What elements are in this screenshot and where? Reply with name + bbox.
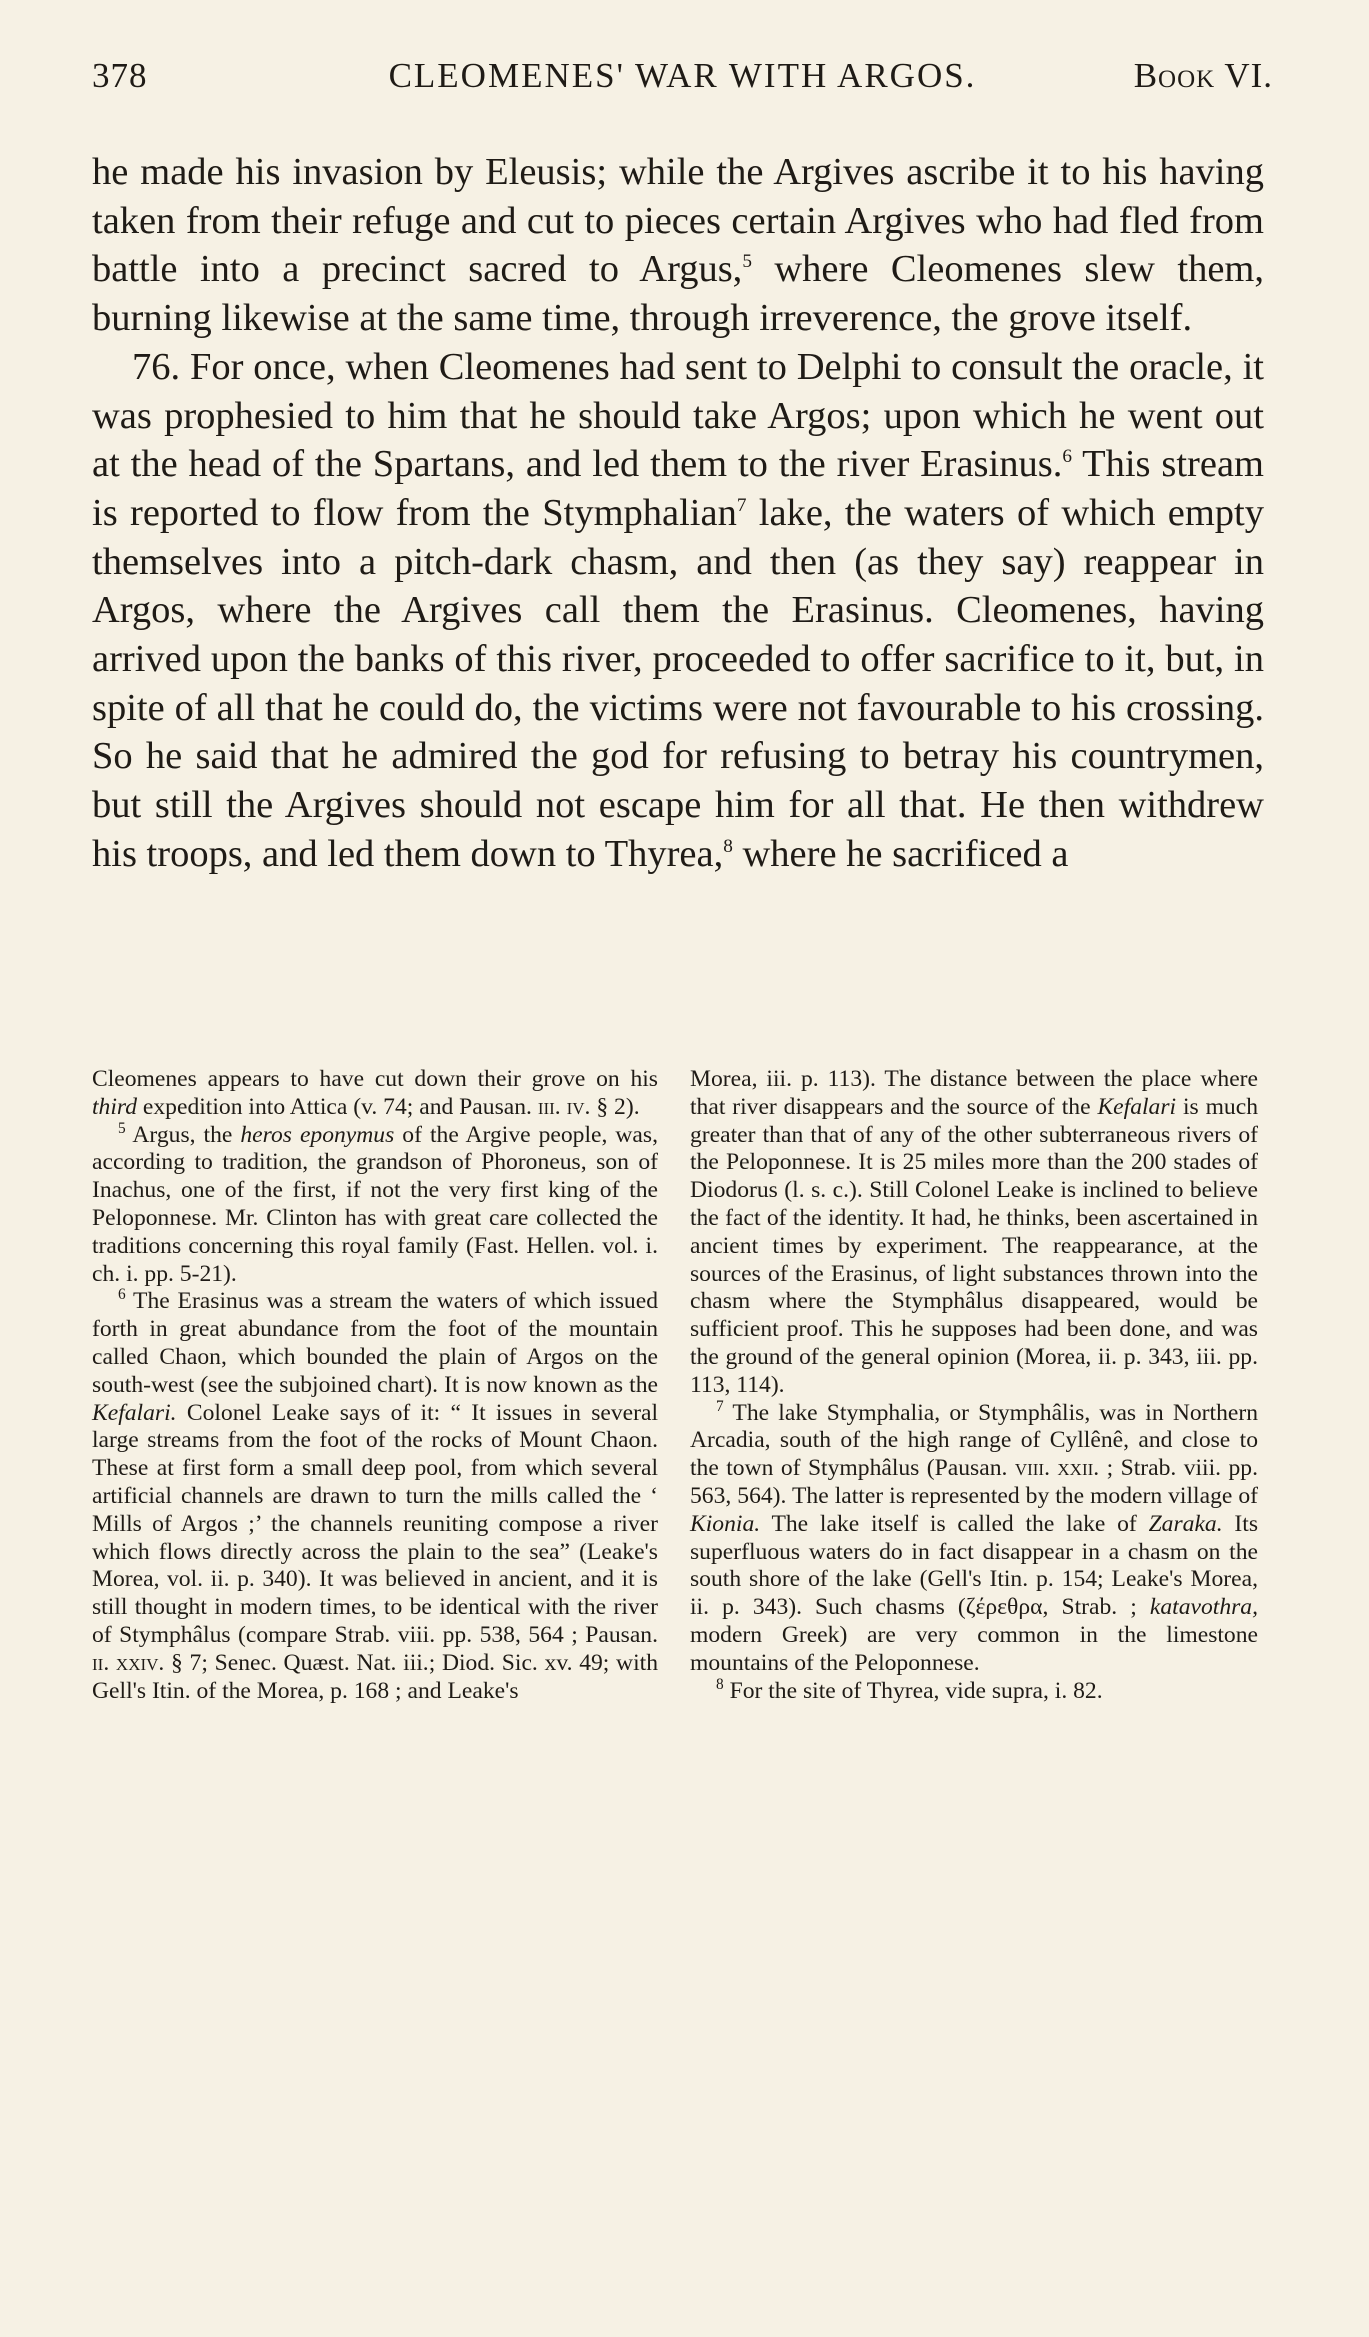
text-run: Cleomenes appears to have cut down their grove on his — [92, 1066, 658, 1092]
text-run: The lake Stymphalia, or Stymphâlis, was in Northern Arcadia, south of the high range of Cyllênê, and close to the town of Stymphâlus (Pausan. — [690, 1399, 1258, 1482]
book-label: Book VI. — [1133, 56, 1273, 95]
text-run: Its superfluous waters do in fact disappear in a chasm on the south shore of the lake (Gell's Itin. p. 154; Leake's Morea, ii. p. 343). Such chasms (ζέρεθρα, Strab. ; — [690, 1510, 1258, 1621]
text-run: The Erasinus was a stream the waters of which issued forth in great abundance from the foot of the mountain called Chaon, which bounded the plain of Argos on the south-west (see the subjoined chart). It is now known as the — [92, 1288, 658, 1398]
text-run: ; Strab. viii. pp. 563, 564). The latter is represented by the modern village of — [690, 1455, 1258, 1509]
footnote-8 — [690, 1675, 1258, 1706]
footnote-7 — [690, 1397, 1258, 1678]
footnotes-left-column — [92, 1066, 658, 1705]
footnote-6 — [92, 1288, 658, 1705]
footnote-number: 8 — [716, 1675, 724, 1693]
main-text — [92, 148, 1264, 879]
text-run: This stream is reported to flow from the Stymphalian — [92, 443, 1264, 534]
footnote-number: 5 — [118, 1119, 126, 1137]
footnotes-right-column — [690, 1066, 1258, 1705]
italic-run: Kefalari. — [92, 1399, 177, 1426]
running-title: CLEOMENES' WAR WITH ARGOS. — [388, 56, 977, 95]
text-run: of the Argive people, was, according to tradition, the grandson of Phoroneus, son of Inachus, one of the first, if not the very first king of the Peloponnese. Mr. Clinton has with great care collected the traditions concerning this royal family (Fast. Hellen. vol. i. ch. i. pp. 5-21). — [92, 1121, 658, 1287]
text-run: he made his invasion by Eleusis; while the Argives ascribe it to his having taken from their refuge and cut to pieces certain Argives who had fled from battle into a precinct sacred to Argus, — [92, 151, 1264, 291]
italic-run: katavothra, — [1149, 1594, 1258, 1621]
text-run: Argus, the — [125, 1121, 241, 1148]
text-run: lake, the waters of which empty themselves into a pitch-dark chasm, and then (as they say) reappear in Argos, where the Argives call them the Erasinus. Cleomenes, having arrived upon the banks of this river, proceeded to offer sacrifice to it, but, in spite of all that he could do, the victims were not favourable to his crossing. So he said that he admired the god for refusing to betray his countrymen, but still the Argives should not escape him for all that. He then withdrew his troops, and led them down to Thyrea, — [92, 491, 1264, 875]
footnote-ref-8: 8 — [723, 836, 733, 858]
small-caps-run: viii. xxii. — [1014, 1455, 1100, 1482]
text-run: Colonel Leake says of it: “ It issues in several large streams from the foot of the rocks of Mount Chaon. These at first form a small deep pool, from which several artificial channels are drawn to turn the mills called the ‘ Mills of Argos ;’ the channels reuniting compose a river which flows directly across the plain to the sea” (Leake's Morea, vol. ii. p. 340). It was believed in ancient, and it is still thought in modern times, to be identical with the river of Stymphâlus (compare Strab. viii. pp. 538, 564 ; Pausan. — [92, 1399, 658, 1648]
text-run: § 7; Senec. Quæst. Nat. iii.; Diod. Sic. xv. 49; with Gell's Itin. of the Morea, p. 168 ; and Leake's — [92, 1649, 658, 1704]
footnote-ref-7: 7 — [736, 495, 747, 517]
text-run: The lake itself is called the lake of — [760, 1510, 1149, 1537]
text-run: is much greater than that of any of the other subterraneous rivers of the Peloponnese. It is 25 miles more than the 200 stades of Diodorus (l. s. c.). Still Colonel Leake is inclined to believe the fact of the identity. It had, he thinks, been ascertained in ancient times by experiment. The reappearance, at the sources of the Erasinus, of light substances thrown into the chasm where the Stymphâlus disappeared, would be sufficient proof. This he supposes had been done, and was the ground of the general opinion (Morea, ii. p. 343, iii. pp. 113, 114). — [690, 1093, 1258, 1398]
italic-run: heros eponymus — [240, 1121, 395, 1148]
footnote-6-continued — [690, 1066, 1258, 1400]
small-caps-run: ii. xxiv. — [92, 1649, 165, 1676]
italic-run: Zaraka. — [1148, 1510, 1223, 1537]
italic-run: third — [92, 1093, 138, 1120]
footnote-number: 6 — [118, 1286, 126, 1304]
footnote-number: 7 — [716, 1397, 724, 1415]
italic-run: Kionia. — [690, 1510, 761, 1537]
text-run: modern Greek) are very common in the limestone mountains of the Peloponnese. — [690, 1621, 1258, 1676]
paragraph-76 — [92, 343, 1264, 879]
italic-run: Kefalari — [1097, 1093, 1177, 1120]
text-run: where he sacrificed a — [732, 832, 1069, 875]
text-run: For the site of Thyrea, vide supra, i. 82. — [723, 1677, 1103, 1704]
text-run: § 2). — [590, 1093, 640, 1120]
paragraph-continued — [92, 148, 1264, 343]
text-run: where Cleomenes slew them, burning likewise at the same time, through irreverence, the grove itself. — [92, 248, 1265, 340]
footnote-5 — [92, 1119, 658, 1289]
footnote-continued — [92, 1066, 658, 1122]
text-run: Morea, iii. p. 113). The distance between the place where that river disappears and the source of the — [690, 1066, 1258, 1120]
footnote-ref-5: 5 — [742, 251, 752, 273]
text-run: 76. For once, when Cleomenes had sent to Delphi to consult the oracle, it was prophesied to him that he should take Argos; upon which he went out at the head of the Spartans, and led them to the river Erasinus. — [92, 345, 1264, 486]
text-run: expedition into Attica (v. 74; and Pausan. — [137, 1093, 538, 1120]
small-caps-run: iii. iv. — [537, 1093, 591, 1120]
page-number: 378 — [92, 56, 148, 95]
running-head — [92, 56, 1273, 116]
footnote-ref-6: 6 — [1062, 446, 1072, 468]
